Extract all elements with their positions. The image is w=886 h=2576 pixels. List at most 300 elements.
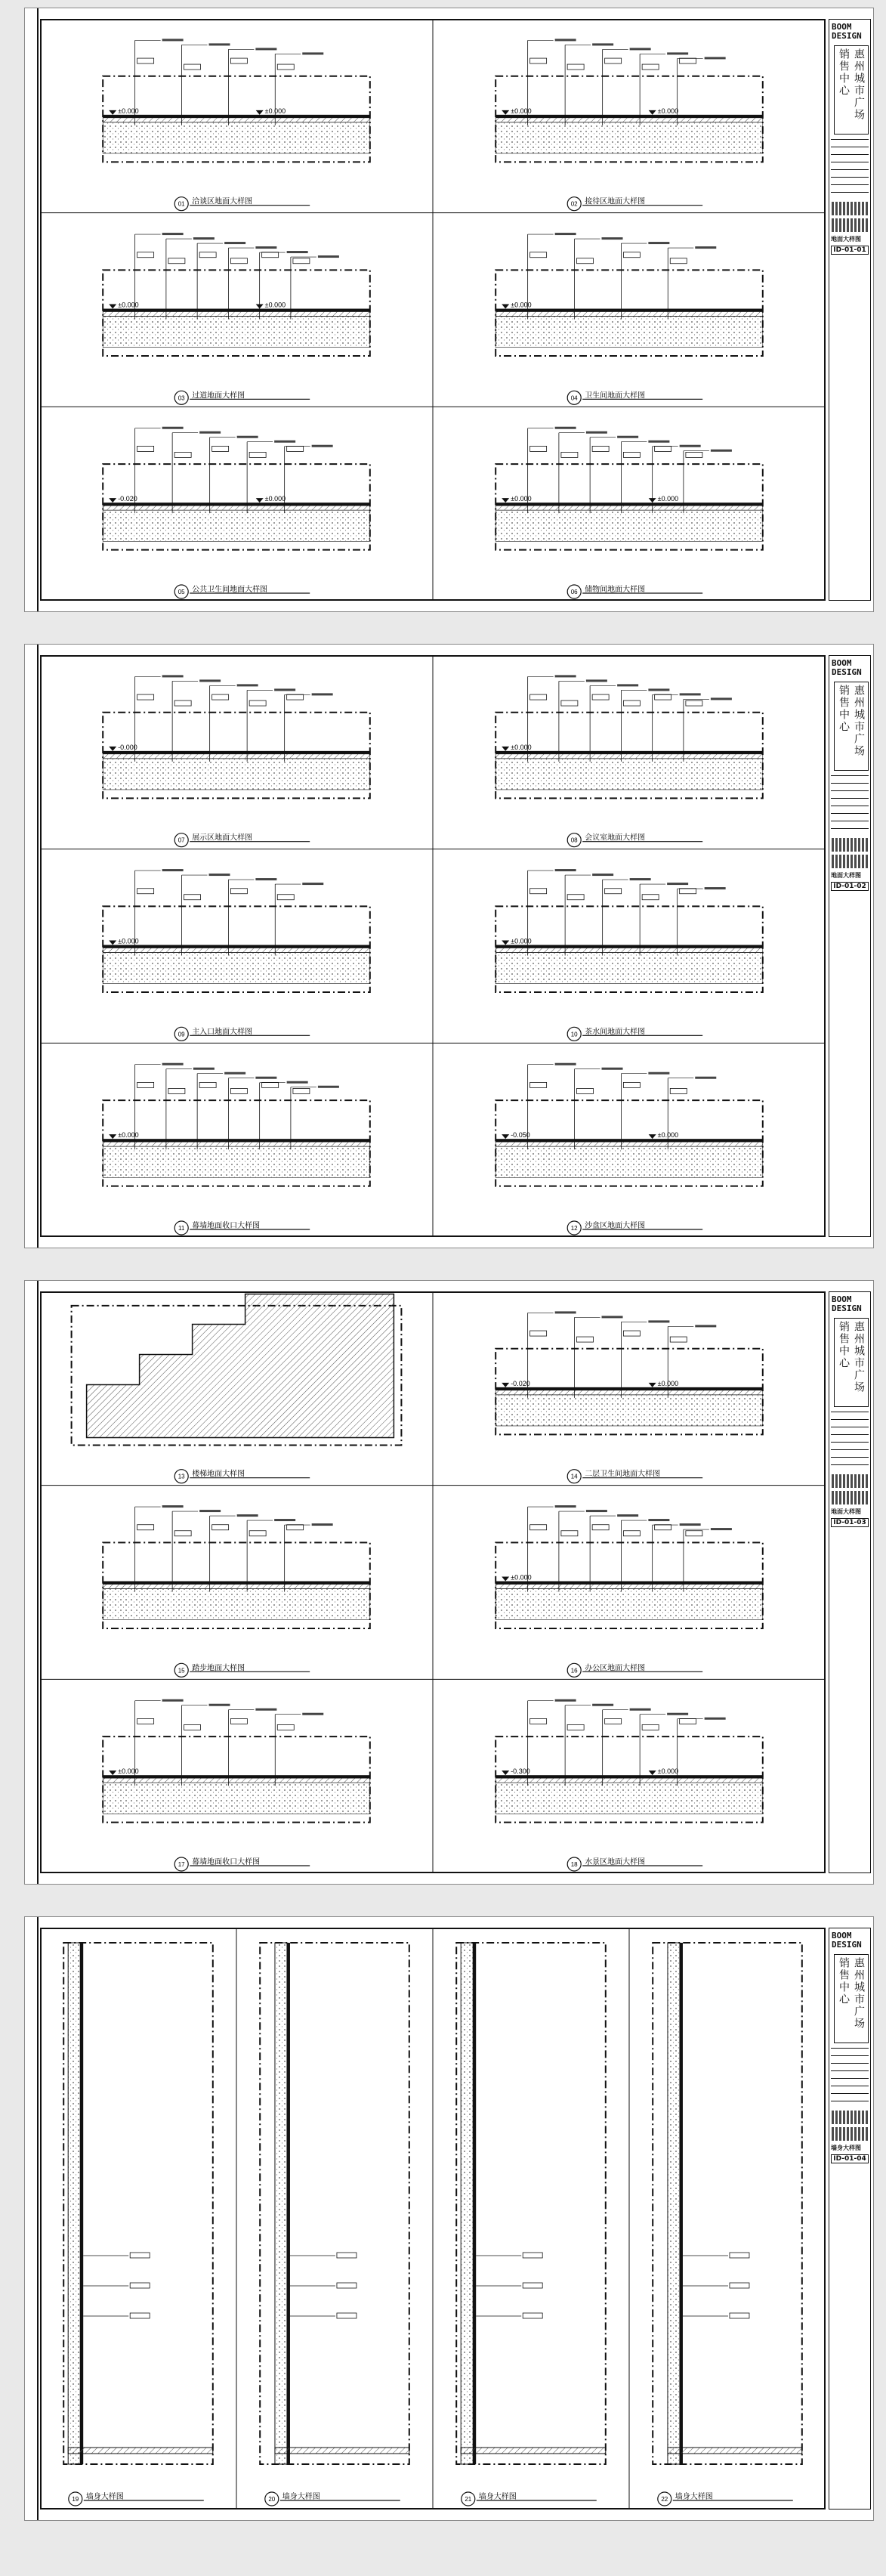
note-text-mark (667, 52, 688, 54)
note-text-mark (602, 1068, 623, 1070)
title-block-rows (831, 775, 869, 835)
elevation-label: ±0.000 (657, 1767, 679, 1776)
material-tag (137, 889, 154, 894)
material-tag (277, 64, 294, 70)
material-tag (337, 2283, 357, 2288)
drawing-sheet (24, 8, 874, 612)
note-text-mark (602, 1316, 623, 1318)
finish-layer (103, 1582, 370, 1585)
elevation-marker (256, 305, 264, 309)
material-tag (277, 1724, 294, 1730)
note-text-mark (193, 1068, 215, 1070)
detail-title: 踏步地面大样图 (192, 1664, 245, 1673)
note-text-mark (255, 246, 276, 249)
detail-number: 02 (570, 200, 578, 208)
elevation-marker (109, 305, 116, 309)
detail-title: 墙身大样图 (675, 2493, 713, 2501)
material-tag (686, 700, 702, 706)
detail-number: 10 (570, 1031, 578, 1038)
material-tag (642, 1724, 659, 1730)
note-text-mark (255, 1709, 276, 1711)
note-text-mark (237, 684, 258, 686)
sheet-title-field (831, 871, 869, 880)
detail-title: 水景区地面大样图 (585, 1858, 646, 1866)
material-tag (655, 694, 671, 700)
material-tag (530, 694, 547, 700)
elevation-label: ±0.000 (264, 301, 286, 309)
elevation-marker (502, 1770, 509, 1775)
note-text-mark (630, 878, 651, 880)
material-tag (680, 58, 696, 63)
material-tag (249, 452, 266, 457)
finish-layer (103, 115, 370, 118)
detail-number: 07 (178, 837, 185, 844)
material-tag (523, 2313, 542, 2318)
elevation-marker (109, 941, 116, 945)
firm-logo: BOOM DESIGN (832, 22, 862, 41)
slab-layer (495, 1146, 763, 1177)
detail-panel (495, 39, 763, 210)
material-tag (592, 694, 609, 700)
elevation-marker (109, 1770, 116, 1775)
detail-panel (103, 1699, 370, 1871)
note-text-mark (648, 441, 669, 443)
material-tag (137, 694, 154, 700)
mortar-layer (103, 1142, 370, 1146)
material-tag (174, 700, 191, 706)
note-text-mark (555, 1699, 576, 1702)
detail-title: 储物间地面大样图 (585, 586, 646, 594)
elevation-marker (109, 110, 116, 115)
note-text-mark (209, 1704, 230, 1706)
elevation-marker (649, 110, 656, 115)
mortar-layer (495, 948, 763, 953)
material-tag (137, 252, 154, 258)
slab-layer (495, 1589, 763, 1620)
note-text-mark (274, 1519, 295, 1521)
note-text-mark (287, 1081, 308, 1084)
slab-layer (103, 1589, 370, 1620)
material-tag (287, 446, 304, 451)
detail-number: 14 (570, 1473, 578, 1480)
title-block (829, 655, 871, 1237)
approval-stamp (832, 218, 868, 232)
note-text-mark (555, 869, 576, 871)
slab-layer (103, 317, 370, 348)
material-tag (262, 1082, 279, 1087)
elevation-marker (502, 110, 509, 115)
note-text-mark (224, 1072, 245, 1075)
material-tag (130, 2313, 150, 2318)
title-block-rows (831, 139, 869, 199)
boundary-line (63, 1943, 213, 2464)
title-block (829, 1291, 871, 1873)
material-tag (680, 889, 696, 894)
note-text-mark (586, 1510, 607, 1512)
detail-panel (495, 675, 763, 846)
elevation-label: ±0.000 (118, 301, 139, 309)
material-tag (530, 1331, 547, 1336)
detail-panel (260, 1943, 409, 2506)
elevation-label: ±0.000 (511, 495, 532, 503)
sheet-drawing (40, 19, 826, 601)
material-tag (137, 1718, 154, 1724)
note-text-mark (705, 887, 726, 889)
slab-layer (103, 1783, 370, 1814)
note-text-mark (209, 43, 230, 45)
detail-number: 19 (72, 2496, 79, 2503)
material-tag (293, 1088, 310, 1093)
mortar-layer (495, 1390, 763, 1395)
wall-finish (680, 1943, 683, 2464)
detail-number: 15 (178, 1667, 185, 1675)
approval-stamp (832, 838, 868, 852)
wall-finish (473, 1943, 476, 2464)
slab-layer (103, 122, 370, 153)
mortar-layer (495, 312, 763, 317)
note-text-mark (680, 445, 701, 447)
detail-title: 公共卫生间地面大样图 (192, 586, 268, 594)
elevation-label: ±0.000 (118, 937, 139, 945)
detail-number: 12 (570, 1225, 578, 1232)
note-text-mark (617, 436, 638, 438)
material-tag (530, 889, 547, 894)
material-tag (670, 1337, 687, 1342)
slab-layer (495, 759, 763, 790)
note-text-mark (711, 697, 732, 700)
material-tag (212, 1525, 229, 1530)
material-tag (561, 452, 578, 457)
finish-layer (103, 751, 370, 754)
elevation-marker (502, 941, 509, 945)
elevation-label: ±0.000 (657, 107, 679, 115)
material-tag (530, 252, 547, 258)
note-text-mark (162, 869, 184, 871)
material-tag (592, 446, 609, 451)
stair-section (87, 1294, 394, 1438)
note-text-mark (162, 675, 184, 677)
elevation-marker (502, 1577, 509, 1582)
material-tag (623, 252, 640, 258)
wall-finish (80, 1943, 83, 2464)
elevation-label: -0.050 (511, 1131, 530, 1140)
elevation-marker (502, 747, 509, 751)
note-text-mark (648, 1320, 669, 1322)
detail-panel (103, 427, 370, 598)
detail-number: 05 (178, 589, 185, 595)
note-text-mark (312, 693, 333, 695)
slab-layer (495, 1395, 763, 1426)
note-text-mark (274, 441, 295, 443)
sheet-drawing (40, 655, 826, 1237)
sheet-drawing (40, 1928, 826, 2510)
approval-stamp (832, 2111, 868, 2124)
note-text-mark (555, 1063, 576, 1065)
slab-layer (103, 510, 370, 541)
sheet-title: 地面大样图 (831, 872, 861, 879)
detail-number: 03 (178, 394, 185, 402)
note-text-mark (555, 427, 576, 429)
sheet-title: 地面大样图 (831, 236, 861, 243)
material-tag (530, 58, 547, 63)
note-text-mark (162, 233, 184, 235)
elevation-label: ±0.000 (118, 107, 139, 115)
detail-number: 18 (570, 1861, 578, 1868)
note-text-mark (199, 1510, 221, 1512)
note-text-mark (667, 883, 688, 885)
detail-panel (103, 675, 370, 846)
material-tag (730, 2283, 749, 2288)
finish-layer (103, 1775, 370, 1778)
mortar-layer (495, 754, 763, 759)
material-tag (592, 1525, 609, 1530)
note-text-mark (648, 1072, 669, 1075)
note-text-mark (667, 1713, 688, 1715)
material-tag (199, 252, 216, 258)
material-tag (137, 446, 154, 451)
elevation-marker (502, 498, 509, 503)
drawing-sheet (24, 1280, 874, 1885)
sheet-number: ID-01-01 (831, 246, 869, 255)
note-text-mark (648, 1519, 669, 1521)
finish-layer (495, 1139, 763, 1142)
note-text-mark (630, 48, 651, 50)
detail-panel (495, 1699, 763, 1871)
floor-section (668, 2448, 802, 2454)
sheet-drawing (40, 1291, 826, 1873)
project-name: 惠州城市广场销售中心 (834, 682, 869, 771)
detail-title: 卫生间地面大样图 (585, 391, 646, 400)
elevation-marker (109, 1134, 116, 1139)
detail-number: 08 (570, 837, 578, 844)
note-text-mark (255, 48, 276, 50)
material-tag (642, 64, 659, 70)
note-text-mark (302, 883, 323, 885)
material-tag (262, 252, 279, 258)
material-tag (561, 700, 578, 706)
note-text-mark (199, 431, 221, 434)
wall-section (461, 1943, 473, 2464)
note-text-mark (302, 52, 323, 54)
mortar-layer (103, 118, 370, 122)
material-tag (199, 1082, 216, 1087)
finish-layer (495, 115, 763, 118)
material-tag (561, 1531, 578, 1536)
binding-strip (25, 1917, 39, 2520)
material-tag (655, 446, 671, 451)
detail-title: 接待区地面大样图 (585, 197, 646, 206)
material-tag (670, 258, 687, 264)
slab-layer (495, 122, 763, 153)
sheet-title: 墙身大样图 (831, 2145, 861, 2151)
detail-number: 09 (178, 1031, 185, 1038)
title-block-rows (831, 1412, 869, 1471)
material-tag (623, 700, 640, 706)
material-tag (130, 2283, 150, 2288)
project-name: 惠州城市广场销售中心 (834, 1954, 869, 2043)
note-text-mark (705, 1718, 726, 1720)
detail-title: 墙身大样图 (85, 2493, 124, 2501)
material-tag (523, 2283, 542, 2288)
note-text-mark (680, 1523, 701, 1526)
note-text-mark (318, 1086, 339, 1088)
note-text-mark (162, 427, 184, 429)
mortar-layer (495, 1778, 763, 1783)
approval-stamp (832, 2127, 868, 2141)
firm-logo: BOOM DESIGN (832, 658, 862, 677)
mortar-layer (495, 1585, 763, 1589)
detail-panel (653, 1943, 802, 2506)
detail-panel (103, 1063, 370, 1235)
detail-panel (456, 1943, 606, 2506)
material-tag (184, 1724, 201, 1730)
note-text-mark (255, 1077, 276, 1079)
floor-section (275, 2448, 409, 2454)
wall-section (275, 1943, 287, 2464)
detail-title: 幕墙地面收口大样图 (192, 1222, 261, 1230)
elevation-label: -0.020 (511, 1379, 530, 1387)
note-text-mark (162, 1063, 184, 1065)
wall-section (668, 1943, 680, 2464)
elevation-label: ±0.000 (511, 937, 532, 945)
material-tag (730, 2253, 749, 2258)
binding-strip (25, 1281, 39, 1884)
finish-layer (103, 1139, 370, 1142)
note-text-mark (255, 878, 276, 880)
finish-layer (495, 309, 763, 312)
material-tag (523, 2253, 542, 2258)
mortar-layer (103, 1585, 370, 1589)
detail-panel (103, 233, 370, 404)
elevation-marker (502, 1134, 509, 1139)
elevation-marker (256, 110, 264, 115)
material-tag (230, 889, 247, 894)
note-text-mark (237, 436, 258, 438)
material-tag (577, 258, 594, 264)
sheet-title: 地面大样图 (831, 1508, 861, 1515)
material-tag (530, 1082, 547, 1087)
material-tag (655, 1525, 671, 1530)
note-text-mark (162, 39, 184, 41)
mortar-layer (103, 754, 370, 759)
finish-layer (103, 309, 370, 312)
material-tag (212, 694, 229, 700)
note-text-mark (237, 1514, 258, 1517)
detail-panel (63, 1943, 213, 2506)
approval-stamp (832, 1474, 868, 1488)
elevation-label: ±0.000 (657, 495, 679, 503)
detail-number: 22 (661, 2496, 668, 2503)
mortar-layer (103, 506, 370, 510)
elevation-label: ±0.000 (264, 107, 286, 115)
material-tag (686, 452, 702, 457)
material-tag (642, 895, 659, 900)
elevation-label: -0.020 (118, 495, 137, 503)
elevation-label: ±0.000 (657, 1379, 679, 1387)
material-tag (337, 2253, 357, 2258)
material-tag (168, 258, 185, 264)
material-tag (530, 446, 547, 451)
note-text-mark (312, 445, 333, 447)
project-name: 惠州城市广场销售中心 (834, 1318, 869, 1407)
note-text-mark (193, 237, 215, 240)
approval-stamp (832, 202, 868, 215)
detail-number: 13 (178, 1473, 185, 1480)
detail-panel (495, 1505, 763, 1677)
note-text-mark (592, 874, 613, 876)
material-tag (174, 1531, 191, 1536)
material-tag (184, 895, 201, 900)
slab-layer (495, 1783, 763, 1814)
detail-title: 办公区地面大样图 (585, 1664, 646, 1673)
note-text-mark (680, 693, 701, 695)
mortar-layer (103, 1778, 370, 1783)
elevation-label: ±0.000 (657, 1131, 679, 1140)
detail-title: 展示区地面大样图 (192, 833, 253, 843)
finish-layer (103, 945, 370, 948)
detail-title: 墙身大样图 (478, 2493, 517, 2501)
material-tag (168, 1088, 185, 1093)
approval-stamp (832, 1491, 868, 1504)
finish-layer (495, 503, 763, 506)
note-text-mark (648, 242, 669, 244)
elevation-label: ±0.000 (118, 1767, 139, 1776)
slab-layer (103, 1146, 370, 1177)
material-tag (277, 895, 294, 900)
finish-layer (495, 1582, 763, 1585)
material-tag (137, 58, 154, 63)
floor-section (68, 2448, 213, 2454)
material-tag (605, 889, 622, 894)
material-tag (567, 64, 584, 70)
detail-panel (103, 39, 370, 210)
detail-panel (72, 1294, 402, 1483)
detail-number: 20 (268, 2496, 276, 2503)
sheet-title-field (831, 235, 869, 243)
detail-title: 墙身大样图 (282, 2493, 320, 2501)
note-text-mark (695, 1325, 716, 1327)
material-tag (337, 2313, 357, 2318)
material-tag (230, 1088, 247, 1093)
title-block (829, 1928, 871, 2510)
wall-finish (287, 1943, 290, 2464)
note-text-mark (695, 246, 716, 249)
elevation-label: ±0.000 (264, 495, 286, 503)
finish-layer (495, 1775, 763, 1778)
material-tag (287, 1525, 304, 1530)
drawing-sheet (24, 644, 874, 1248)
material-tag (623, 1531, 640, 1536)
material-tag (137, 1082, 154, 1087)
material-tag (293, 258, 310, 264)
detail-title: 幕墙地面收口大样图 (192, 1858, 261, 1866)
sheet-title-field (831, 2144, 869, 2152)
detail-title: 二层卫生间地面大样图 (585, 1470, 661, 1479)
material-tag (137, 1525, 154, 1530)
material-tag (212, 446, 229, 451)
finish-layer (103, 503, 370, 506)
title-block-rows (831, 2048, 869, 2107)
detail-title: 沙盘区地面大样图 (585, 1222, 646, 1230)
boundary-line (456, 1943, 606, 2464)
sheet-number: ID-01-02 (831, 882, 869, 891)
note-text-mark (711, 1528, 732, 1530)
sheet-title-field (831, 1508, 869, 1516)
material-tag (230, 1718, 247, 1724)
elevation-marker (502, 305, 509, 309)
note-text-mark (302, 1713, 323, 1715)
finish-layer (495, 1387, 763, 1390)
